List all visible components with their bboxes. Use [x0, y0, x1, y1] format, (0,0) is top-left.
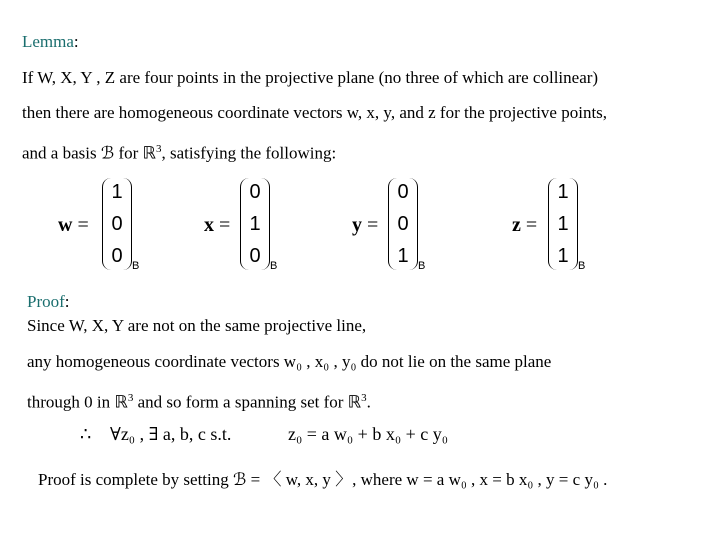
statement-line-3 [22, 139, 336, 164]
proof-line-3a: through 0 in [27, 392, 111, 412]
spanning-equation: z₀ = a w₀ + b x₀ + c y₀ [288, 424, 449, 444]
vector-x-entry-2: 1 [249, 213, 261, 235]
vector-z [512, 178, 612, 270]
vector-y-entry-3: 1 [397, 245, 409, 267]
vector-x-name: x [204, 214, 214, 236]
vector-w-basis: B [132, 260, 140, 272]
vector-z-matrix [548, 178, 578, 270]
vector-x-basis: B [270, 260, 278, 272]
basis-symbol: ℬ [100, 143, 115, 164]
proof-line-1: Since W, X, Y are not on the same projective line, [27, 316, 367, 335]
vector-w-name: w [58, 214, 73, 236]
vector-z-entry-2: 1 [557, 213, 569, 235]
proof-real-space-symbol-2: ℝ [347, 392, 362, 413]
vector-z-name: z [512, 214, 521, 236]
proof-label: Proof [27, 292, 65, 311]
vector-x-entry-3: 0 [249, 245, 261, 267]
vector-w [58, 178, 158, 270]
vector-w-matrix [102, 178, 132, 270]
proof-line-3-end: . [366, 392, 371, 412]
vector-x-entry-1: 0 [249, 181, 261, 203]
proof-real-space-symbol-1: ℝ [114, 392, 128, 413]
lemma-heading [22, 32, 79, 52]
vector-w-entry-2: 0 [111, 213, 123, 235]
lemma-label: Lemma [22, 32, 74, 51]
real-space-symbol: ℝ [142, 143, 157, 164]
statement-line-3c: , satisfying the following: [161, 143, 337, 163]
vector-y-matrix [388, 178, 418, 270]
proof-space-exponent-1: 3 [127, 392, 134, 404]
vector-y-entry-2: 0 [397, 213, 409, 235]
proof-line-3 [27, 388, 371, 413]
vector-y-lhs: y = [352, 214, 379, 236]
lemma-colon: : [73, 32, 79, 51]
vector-x [204, 178, 304, 270]
statement-line-3a: and a basis [22, 143, 97, 163]
therefore-line [80, 424, 231, 445]
vector-x-matrix [240, 178, 270, 270]
proof-colon: : [64, 292, 70, 311]
statement-line-3b: for [118, 143, 139, 163]
vector-y [352, 178, 452, 270]
vector-z-entry-3: 1 [557, 245, 569, 267]
forall-exists-clause: ∀z₀ , ∃ a, b, c s.t. [109, 424, 232, 444]
proof-line-3b: and so form a spanning set for [137, 392, 344, 412]
space-exponent: 3 [156, 143, 162, 155]
proof-closing-a: Proof is complete by setting [38, 470, 229, 489]
vector-y-name: y [352, 214, 362, 236]
vector-z-basis: B [578, 260, 586, 272]
proof-closing-line [38, 470, 607, 490]
vector-y-basis: B [418, 260, 426, 272]
closing-basis-symbol: ℬ [233, 470, 247, 490]
proof-closing-b: = 〈 w, x, y 〉, where w = a w₀ , x = b x₀ , y = c y₀ . [250, 470, 608, 489]
vector-x-lhs: x = [204, 214, 231, 236]
proof-space-exponent-2: 3 [361, 392, 367, 404]
proof-heading [27, 292, 70, 312]
vector-z-lhs: z = [512, 214, 538, 236]
therefore-symbol: ∴ [80, 424, 92, 445]
vector-y-entry-1: 0 [397, 181, 409, 203]
statement-line-2: then there are homogeneous coordinate vectors w, x, y, and z for the projective points, [22, 103, 608, 122]
proof-line-2: any homogeneous coordinate vectors w₀ , x₀ , y₀ do not lie on the same plane [27, 352, 552, 371]
vector-w-entry-3: 0 [111, 245, 123, 267]
vector-w-lhs: w = [58, 214, 89, 236]
statement-line-1: If W, X, Y , Z are four points in the projective plane (no three of which are collinear) [22, 68, 599, 87]
vector-w-entry-1: 1 [111, 181, 123, 203]
vector-z-entry-1: 1 [557, 181, 569, 203]
